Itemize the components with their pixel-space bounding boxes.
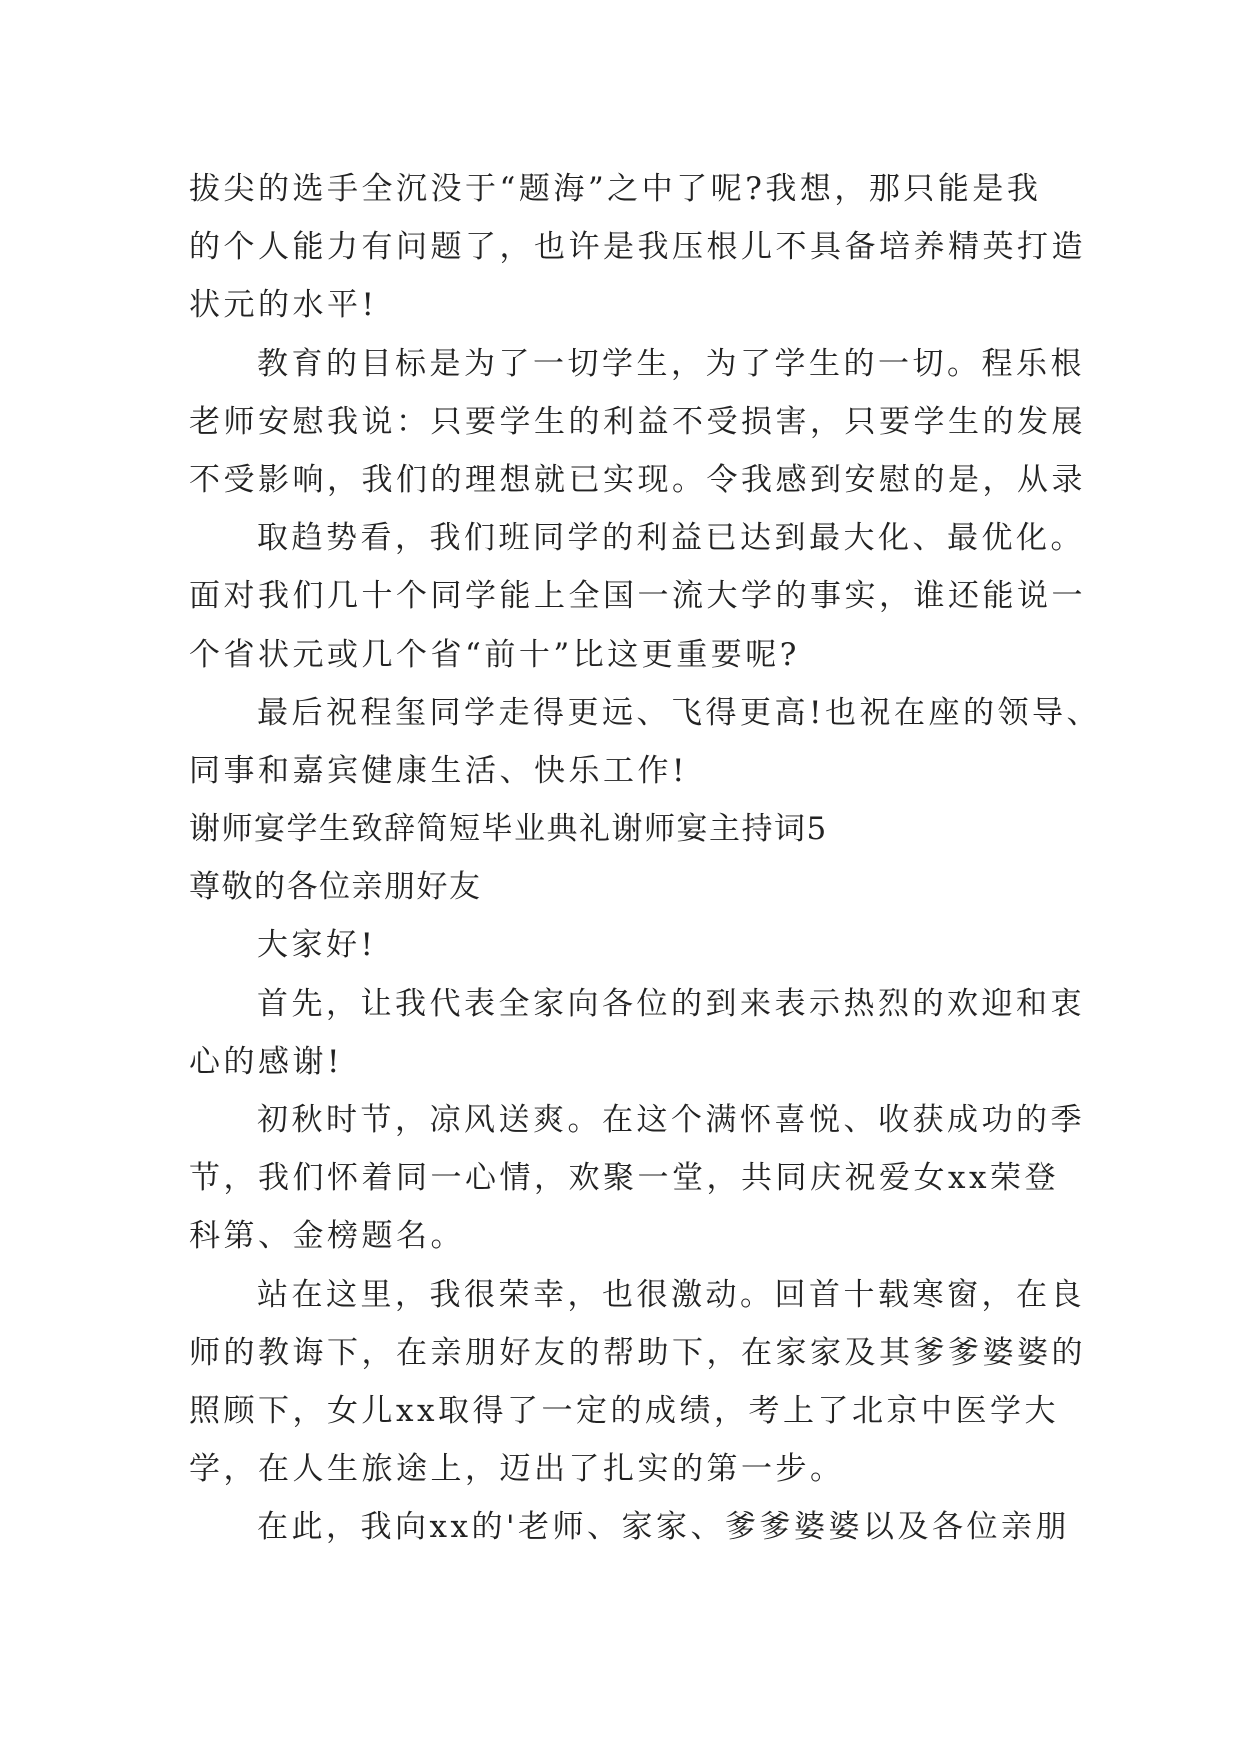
text-line: 节，我们怀着同一心情，欢聚一堂，共同庆祝爱女xx荣登 <box>189 1160 1059 1197</box>
text-line: 师的教诲下，在亲朋好友的帮助下，在家家及其爹爹婆婆的 <box>189 1334 1086 1371</box>
text-line: 最后祝程玺同学走得更远、飞得更高!也祝在座的领导、 <box>257 694 1101 731</box>
salutation: 尊敬的各位亲朋好友 <box>189 869 482 906</box>
text-line: 同事和嘉宾健康生活、快乐工作! <box>189 752 688 789</box>
text-line: 个省状元或几个省“前十”比这更重要呢? <box>189 636 800 673</box>
section-heading: 谢师宴学生致辞简短毕业典礼谢师宴主持词5 <box>189 811 828 848</box>
text-line: 不受影响，我们的理想就已实现。令我感到安慰的是，从录 <box>189 461 1086 498</box>
text-line: 心的感谢! <box>189 1043 343 1080</box>
text-line: 科第、金榜题名。 <box>189 1218 465 1255</box>
text-line: 照顾下，女儿xx取得了一定的成绩，考上了北京中医学大 <box>189 1392 1059 1429</box>
text-line: 学，在人生旅途上，迈出了扎实的第一步。 <box>189 1451 845 1488</box>
text-line: 站在这里，我很荣幸，也很激动。回首十载寒窗，在良 <box>257 1276 1085 1313</box>
text-line: 的个人能力有问题了，也许是我压根儿不具备培养精英打造 <box>189 229 1086 266</box>
text-line: 拔尖的选手全沉没于“题海”之中了呢?我想，那只能是我 <box>189 171 1042 207</box>
text-line: 面对我们几十个同学能上全国一流大学的事实，谁还能说一 <box>189 578 1086 615</box>
text-line: 状元的水平! <box>189 287 378 324</box>
text-line: 首先，让我代表全家向各位的到来表示热烈的欢迎和衷 <box>257 985 1085 1022</box>
text-line: 在此，我向xx的'老师、家家、爹爹婆婆以及各位亲朋 <box>257 1509 1070 1546</box>
text-line: 取趋势看，我们班同学的利益已达到最大化、最优化。 <box>257 520 1085 557</box>
text-line: 初秋时节，凉风送爽。在这个满怀喜悦、收获成功的季 <box>257 1102 1085 1138</box>
document-text <box>189 160 1101 1557</box>
text-line: 教育的目标是为了一切学生，为了学生的一切。程乐根 <box>257 345 1085 382</box>
text-line: 大家好! <box>257 927 377 964</box>
text-line: 老师安慰我说：只要学生的利益不受损害，只要学生的发展 <box>189 403 1086 440</box>
